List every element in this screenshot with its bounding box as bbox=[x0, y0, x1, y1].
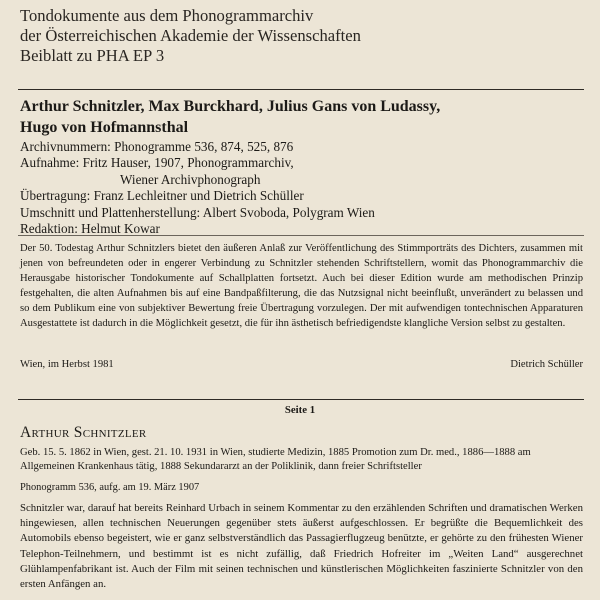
production-credit: Umschnitt und Plattenherstellung: Albert Svoboda, Polygram Wien bbox=[20, 204, 375, 220]
document-header bbox=[20, 6, 590, 66]
authors-line-2: Hugo von Hofmannsthal bbox=[20, 119, 189, 136]
phonogram-info: Phonogramm 536, aufg. am 19. März 1907 bbox=[20, 482, 200, 493]
section-divider bbox=[18, 399, 584, 400]
top-divider bbox=[18, 89, 584, 90]
intro-paragraph: Der 50. Todestag Arthur Schnitzlers bietet den äußeren Anlaß zur Veröffentlichung des Stimmporträts des Dichters, zusammen mit jenen von befreundeten oder in engerer Verbindung zu Schnitzler stehenden Schriftstellern, womit das Phonogrammarchiv die Herausgabe historischer Tondokumente auf Schallplatten fortsetzt. Auch bei dieser Edition wurde am methodischen Prinzip festgehalten, die alten Aufnahmen bis auf eine Bandpaßfilterung, die das Nutzsignal nicht beeinflußt, unverändert zu belassen und so dem Publikum eine von subjektiver Bewertung freie Übertragung vorzulegen. Der mit aufwendigen tontechnischen Apparaturen Ausgestattete ist dadurch in die Möglichkeit gesetzt, die für ihn ästhetisch befriedigendste klangliche Version selbst zu gestalten. bbox=[20, 243, 583, 330]
recording-line-2: Wiener Archivphonograph bbox=[120, 171, 261, 187]
archive-numbers: Archivnummern: Phonogramme 536, 874, 525, 876 bbox=[20, 139, 294, 154]
credits-block bbox=[20, 139, 590, 237]
section-title: Arthur Schnitzler bbox=[20, 424, 147, 441]
section-body: Schnitzler war, darauf hat bereits Reinhard Urbach in seinem Kommentar zu den erzählenden Schriften und dramatischen Werken hingewiesen, allen technischen Neuerungen gegenüber stets äußerst aufgeschlossen. Er begrüßte die Bequemlichkeit des Automobils ebenso begeistert, wie er ganz selbstverständlich das Passagierflugzeug benützte, er gehörte zu den frühesten Wiener Telephon-Teilnehmern, und bestimmt ist es nicht zufällig, daß Friedrich Hofreiter im „Weiten Land“ ausgerechnet Glühlampenfabrikant ist. Auch der Film mit seinen technischen und künstlerischen Möglichkeiten faszinierte Schnitzler von den ersten Anfängen an. bbox=[20, 502, 583, 591]
header-line-3: Beiblatt zu PHA EP 3 bbox=[20, 46, 165, 65]
authors-line-1: Arthur Schnitzler, Max Burckhard, Julius Gans von Ludassy, bbox=[20, 98, 441, 115]
recording-line-1: Aufnahme: Fritz Hauser, 1907, Phonogrammarchiv, bbox=[20, 155, 294, 171]
biography: Geb. 15. 5. 1862 in Wien, gest. 21. 10. 1931 in Wien, studierte Medizin, 1885 Promotion zum Dr. med., 1886—1888 am Allgemeinen Krankenhaus tätig, 1888 Sekundararzt an der Poliklinik, dann freier Schriftsteller bbox=[20, 447, 531, 473]
editor-credit: Redaktion: Helmut Kowar bbox=[20, 221, 160, 237]
transfer-credit: Übertragung: Franz Lechleitner und Dietrich Schüller bbox=[20, 188, 304, 204]
credits-divider bbox=[18, 235, 584, 236]
side-label: Seite 1 bbox=[284, 404, 316, 416]
signature-author: Dietrich Schüller bbox=[510, 359, 583, 370]
place-date: Wien, im Herbst 1981 bbox=[20, 359, 114, 370]
header-line-2: der Österreichischen Akademie der Wissenschaften bbox=[20, 26, 361, 45]
authors-heading bbox=[20, 96, 580, 138]
intro-signature bbox=[20, 358, 583, 372]
header-line-1: Tondokumente aus dem Phonogrammarchiv bbox=[20, 6, 314, 25]
